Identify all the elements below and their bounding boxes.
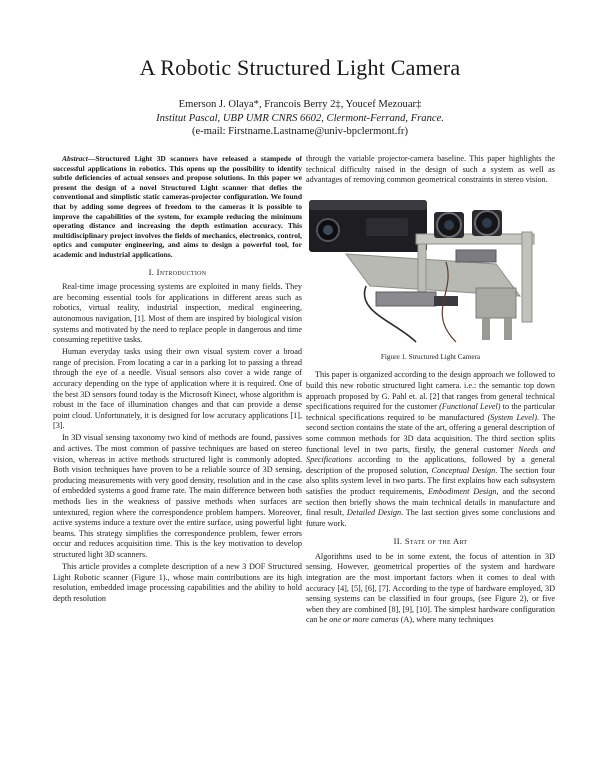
- org-emphasis-6: Detailed Design: [346, 508, 402, 518]
- org-text-4: according to the applications, followed by a general description of the proposed solution,: [306, 455, 555, 475]
- email: (e-mail: Firstname.Lastname@univ-bpclermont.fr): [192, 126, 408, 137]
- org-emphasis-3: Needs and Specifications: [306, 444, 555, 465]
- paper-title: A Robotic Structured Light Camera: [139, 55, 461, 80]
- org-text-6: , and the second section then briefly shows the main technical details in manufacture and final result,: [306, 486, 555, 518]
- author-block: [0, 98, 600, 139]
- abstract: [53, 154, 302, 260]
- org-text-1: This paper is organized according to the design approach we followed to build this new robotic structured light camera. i.e.: the semantic top down approach proposed by G. Pahl et. al. [2] that ranges from general technical specifications required for the customer: [306, 370, 555, 412]
- abstract-text: —Structured Light 3D scanners have released a stampede of successful applications in robotics. This opens up the possibility to identify subtle deficiencies of actual sensors and propose solutions. In this paper we present the design of a novel Structured Light scanner that defies the conventional and simplistic static cameras-projector configuration. We found that by adding some degrees of freedom to the cameras it is possible to improve the capabilities of the system, for example reducing the minimum operating distance and increasing the depth estimation accuracy. This multidisciplinary project involves the fields of mechanics, electronics, control, optics and computer engineering, and aims to design a powerful tool, for academic and industrial applications.: [53, 154, 302, 259]
- org-text-5: . The section four also splits system level in two parts. The first explains how each subsystem satisfies the product requirements,: [306, 465, 555, 496]
- org-emphasis-2: (System Level): [487, 412, 537, 422]
- org-emphasis-5: Embodiment Design: [427, 486, 497, 496]
- structured-light-camera-image: [306, 192, 555, 348]
- left-column: [53, 154, 302, 606]
- intro-paragraph-1: Real-time image processing systems are exploited in many fields. They are becoming essential tools for applications in different areas such as robotics, virtual reality, industrial inspection, medical engineering, autonomous navigation, [1]. Most of them are inspired by biological vision systems and motivated by the need to replace people in dangerous and time consuming repetitive tasks.: [53, 282, 302, 345]
- intro-continuation: through the variable projector-camera baseline. This paper highlights the technical difficulty raised in the design of such a system as well as advantages of removing common geometrical constraints in stereo vision.: [306, 154, 555, 185]
- right-column: [306, 154, 555, 628]
- intro-paragraph-2: Human everyday tasks using their own visual system cover a broad range of precision. From locating a car in a parking lot to passing a thread through the eye of a needle. Visual sensors also cover a wide range of accuracy depending on the type of application where it is required. One of the best 3D sensors found today is the Microsoft Kinect, whose algorithm is robust in the face of illumination changes and that can provide a dense point cloud. Unfortunately, it is designed for low accuracy applications [1], [3].: [53, 347, 302, 431]
- figure-1-caption: Figure 1. Structured Light Camera: [380, 352, 481, 361]
- state-text-1: Algorithms used to be in some extent, the focus of attention in 3D sensing. However, geometrical properties of the system and hardware integration are the most important factors when it comes to deal with accuracy [4], [5], [6], [7]. According to the type of hardware employed, 3D sensing systems can be classified in four groups, (see Figure 2), or five when they are combined [8], [9], [10]. The simplest hardware configuration can be: [306, 551, 555, 625]
- state-emphasis-1: one or more cameras: [329, 615, 399, 625]
- org-text-7: . The last section gives some conclusions and future work.: [306, 508, 555, 528]
- affiliation: Institut Pascal, UBP UMR CNRS 6602, Clermont-Ferrand, France.: [156, 112, 444, 124]
- state-text-2: (A), where many techniques: [398, 615, 494, 625]
- org-emphasis-4: Conceptual Design: [431, 465, 496, 475]
- org-text-3: . The second section contains the state of the art, offering a general description of some common methods for 3D data acquisition. The third section splits functional level in two parts, firstly, the general customer: [306, 412, 555, 454]
- state-paragraph: [306, 552, 555, 626]
- organization-paragraph: [306, 370, 555, 529]
- intro-paragraph-3: In 3D visual sensing taxonomy two kind of methods are found, passives and actives. The most common of passive techniques are based on stereo vision, whereas in active methods structured light is commonly adopted. Both vision techniques have proven to be a reliable source of 3D sensing, producing measurements with very good density, resolution and in the case of embedded systems a good frame rate. The main difference between both methods lies in the weakness of passive methods when surfaces are untextured, region where the correspondence problem hampers. Moreover, active systems induce a texture over the entire surface, using powerful light beams. This strategy simplifies the correspondence problem, fewer errors occur and reduces acquisition time. This is the key motivation to develop structured light 3D scanners.: [53, 433, 302, 559]
- org-text-2: to the particular technical specifications required to be manufactured: [306, 402, 555, 422]
- authors-line: Emerson J. Olaya*, Francois Berry 2‡, Youcef Mezouar‡: [178, 99, 422, 110]
- org-emphasis-1: (Functional Level): [439, 402, 501, 412]
- figure-1-photo: [306, 192, 555, 348]
- section-heading-state-of-the-art: II. State of the Art: [393, 536, 468, 547]
- intro-paragraph-4: This article provides a complete description of a new 3 DOF Structured Light Robotic scanner (Figure 1)., whose main contributions are its high resolution, embedded image processing capabilities and the ability to hold depth resolution: [53, 562, 302, 603]
- abstract-label: Abstract: [62, 154, 88, 163]
- section-heading-introduction: I. Introduction: [148, 266, 207, 277]
